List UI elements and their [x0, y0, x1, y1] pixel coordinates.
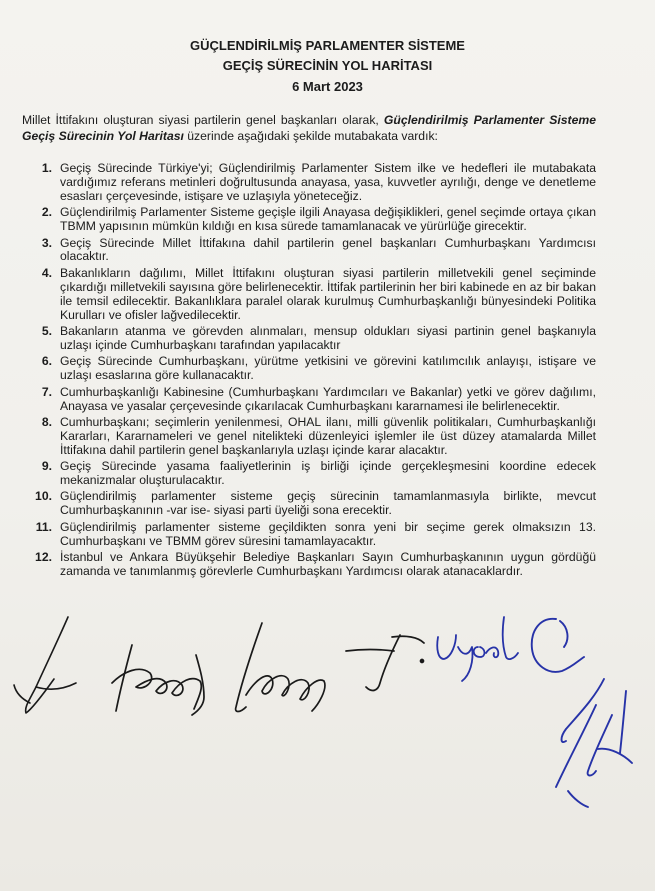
list-item-number: 1.	[41, 161, 52, 175]
list-item	[22, 267, 596, 323]
list-item	[22, 521, 596, 549]
document-header	[0, 36, 655, 97]
list-item	[22, 355, 596, 383]
list-item	[22, 490, 596, 518]
intro-text-end: üzerinde aşağıdaki şekilde mutabakata vardık:	[183, 128, 438, 143]
list-item-text: İstanbul ve Ankara Büyükşehir Belediye Başkanları Sayın Cumhurbaşkanının uygun gördüğü zamanda ve tanımlanmış görevlerle Cumhurbaşkanı Yardımcısı olarak atanacaklardır.	[60, 550, 596, 578]
list-item-text: Bakanlıkların dağılımı, Millet İttifakını oluşturan siyasi partilerin milletvekili genel seçiminde çıkardığı milletvekili sayısına göre belirlenecektir. İttifak partilerinin her biri kabinede en az bir bakan ile temsil edilecektir. Bakanlıklara paralel olarak kurulmuş Cumhurbaşkanlığı bünyesindeki Politika Kurulları ve ofisler lağvedilecektir.	[60, 265, 596, 322]
list-item-number: 4.	[41, 265, 52, 280]
document-title-line-1: GÜÇLENDİRİLMİŞ PARLAMENTER SİSTEME	[190, 38, 465, 53]
intro-emphasis: Güçlendirilmiş Parlamenter Sisteme Geçiş Sürecinin Yol Haritası	[22, 113, 596, 143]
intro-paragraph	[22, 113, 596, 144]
list-item	[22, 386, 596, 414]
list-item-text: Geçiş Sürecinde Cumhurbaşkanı, yürütme yetkisini ve görevini katılımcılık anlayışı, istişare ve uzlaşı esaslarına göre kullanacaktır.	[60, 354, 596, 383]
list-item-number: 7.	[41, 384, 52, 399]
list-item-text: Bakanların atanma ve görevden alınmaları, mensup oldukları siyasi partinin genel başkanıyla uzlaşı içinde Cumhurbaşkanı tarafından yapılacaktır	[60, 323, 596, 352]
document-title-line-2: GEÇİŞ SÜRECİNİN YOL HARİTASI	[222, 58, 433, 73]
signature-5	[437, 617, 518, 681]
signature-3	[236, 623, 325, 712]
list-item	[22, 551, 596, 579]
list-item-text: Cumhurbaşkanı; seçimlerin yenilenmesi, OHAL ilanı, milli güvenlik politikaları, Cumhurbaşkanlığı Kararları, Kararnameleri ve genel nitelikteki düzenleyici işlemler ile üst düzey atamalarda Millet İttifakına dahil partilerin genel başkanlarıyla uzlaşı içinde karar alacaktır.	[60, 414, 596, 457]
list-item-text: Cumhurbaşkanlığı Kabinesine (Cumhurbaşkanı Yardımcıları ve Bakanlar) yetki ve görev dağılımı, Anayasa ve yasalar çerçevesinde çıkarılacak Cumhurbaşkanı kararnamesi ile belirlenecektir.	[60, 384, 596, 413]
list-item-number: 6.	[41, 354, 52, 369]
list-item	[22, 162, 596, 204]
list-item-number: 9.	[41, 459, 52, 474]
list-item-text: Geçiş Sürecinde Türkiye'yi; Güçlendirilmiş Parlamenter Sistem ilke ve hedefleri ile mutabakata vardığımız referans metinleri doğrultusunda anayasa, yasa, kuvvetler ayrılığı, denge ve denetleme esasları çerçevesinde, istişare ve uzlaşıyla yöneteceğiz.	[60, 161, 596, 203]
signature-7	[556, 679, 632, 807]
intro-text-start: Millet İttifakını oluşturan siyasi partilerin genel başkanları olarak,	[22, 113, 384, 127]
signatures-area	[0, 595, 655, 815]
list-item-number: 3.	[41, 235, 52, 250]
list-item-number: 2.	[41, 205, 52, 220]
list-item-number: 12.	[35, 550, 52, 565]
signature-6	[532, 619, 584, 672]
list-item-number: 5.	[41, 323, 52, 338]
list-item	[22, 237, 596, 265]
signature-4	[346, 635, 424, 690]
list-item-number: 11.	[35, 519, 52, 534]
agreement-list	[22, 162, 596, 581]
signature-2	[112, 645, 204, 715]
list-item-text: Geçiş Sürecinde Millet İttifakına dahil partilerin genel başkanları Cumhurbaşkanı Yardımcısı olacaktır.	[60, 235, 596, 264]
list-item-text: Güçlendirilmiş Parlamenter Sisteme geçişle ilgili Anayasa değişiklikleri, genel seçimde ortaya çıkan TBMM yapısının mümkün kıldığı en kısa sürede tamamlanacak ve yürürlüğe girecektir.	[60, 205, 596, 234]
list-item-text: Güçlendirilmiş parlamenter sisteme geçildikten sonra yeni bir seçime gerek olmaksızın 13. Cumhurbaşkanı ve TBMM görev süresini tamamlayacaktır.	[60, 519, 596, 548]
list-item-text: Geçiş Sürecinde yasama faaliyetlerinin iş birliği içinde gerçekleşmesini koordine edecek mekanizmalar oluşturulacaktır.	[60, 459, 596, 488]
list-item	[22, 325, 596, 353]
list-item	[22, 206, 596, 234]
list-item	[22, 416, 596, 458]
document-date: 6 Mart 2023	[292, 79, 363, 94]
list-item	[22, 460, 596, 488]
signature-1	[14, 617, 76, 713]
list-item-text: Güçlendirilmiş parlamenter sisteme geçiş sürecinin tamamlanmasıyla birlikte, mevcut Cumhurbaşkanının -var ise- siyasi parti üyeliği sona erecektir.	[60, 489, 596, 518]
list-item-number: 10.	[35, 489, 52, 504]
list-item-number: 8.	[41, 414, 52, 429]
